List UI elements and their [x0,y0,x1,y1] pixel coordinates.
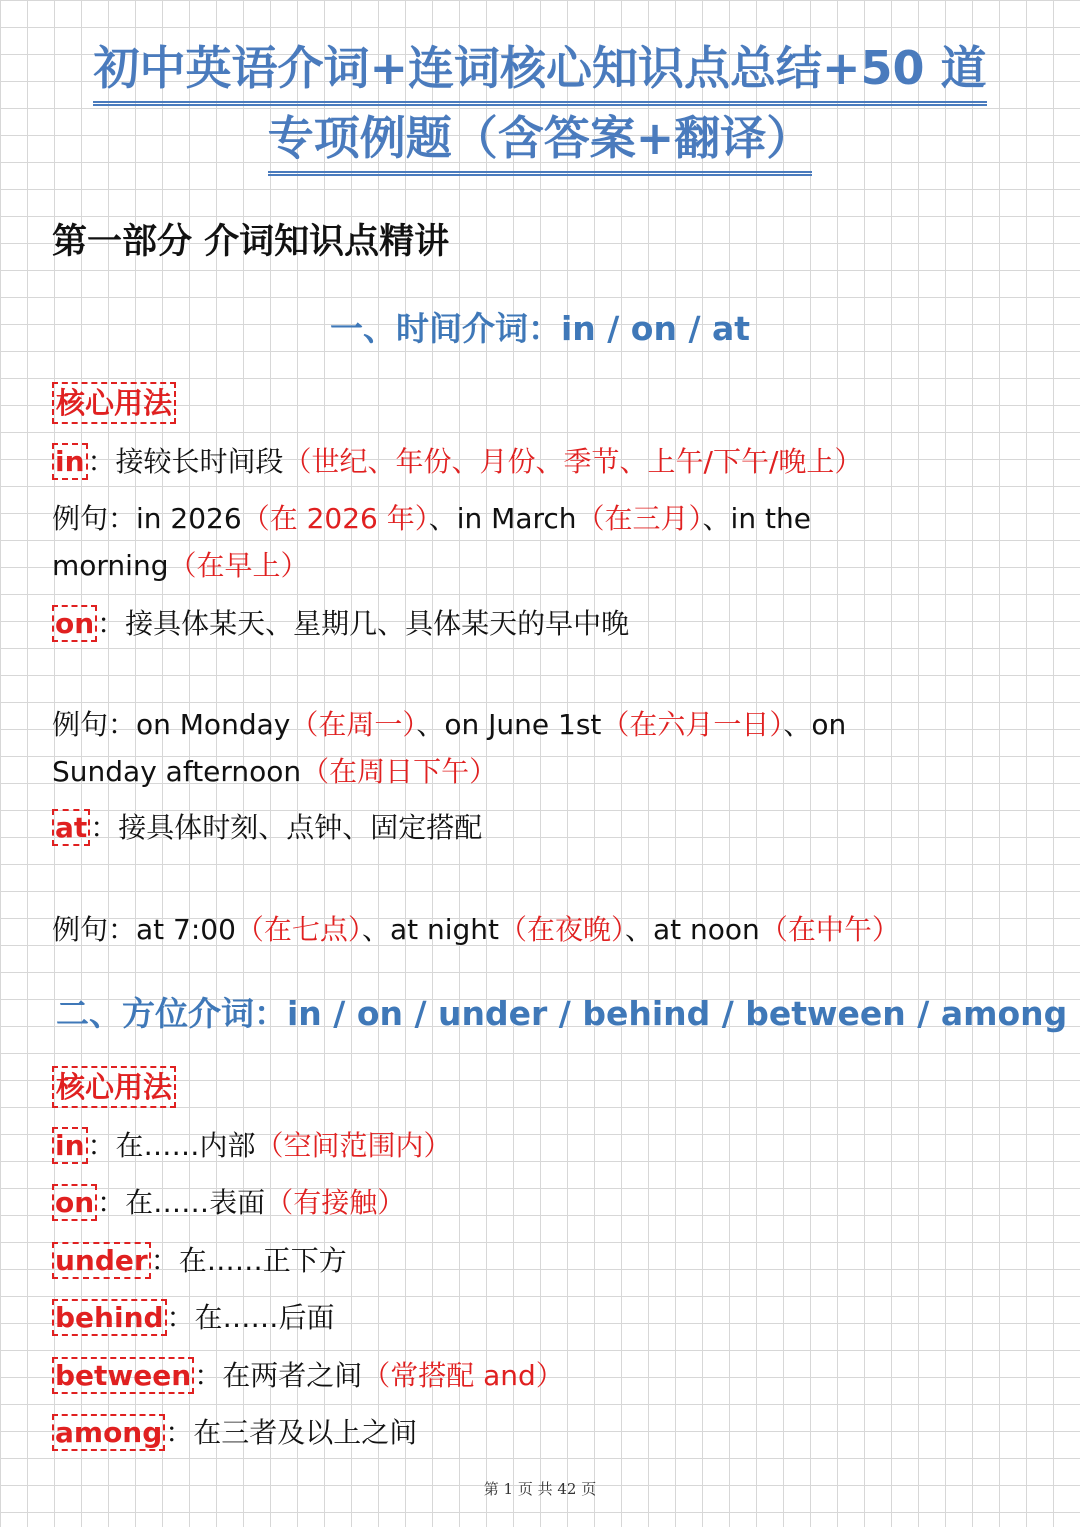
rule-between: between ：在两者之间（常搭配 and） [52,1356,564,1396]
keyword-among: among [52,1414,165,1451]
example-at: 例句：at 7:00（在七点）、at night（在夜晚）、at noon（在中午） [52,913,900,946]
section2-heading: 二、方位介词：in / on / under / behind / between / among [56,994,1068,1033]
rule-among: among ：在三者及以上之间 [52,1413,417,1453]
rule-on-place: on ：在……表面（有接触） [52,1183,405,1223]
page-number: 第 1 页 共 42 页 [483,1480,597,1498]
section2-core-label: 核心用法 [52,1066,176,1108]
rule-on-time: on ：接具体某天、星期几、具体某天的早中晚 [52,604,629,644]
keyword-behind: behind [52,1299,167,1336]
document-title-line2: 专项例题（含答案+翻译） [0,108,1080,176]
section1-heading: 一、时间介词：in / on / at [329,309,751,348]
keyword-under: under [52,1242,151,1279]
example-on-line2: Sunday afternoon（在周日下午） [52,755,498,788]
rule-in-time: in ：接较长时间段（世纪、年份、月份、季节、上午/下午/晚上） [52,442,862,482]
keyword-on: on [52,605,97,642]
part-heading: 第一部分 介词知识点精讲 [52,222,450,262]
keyword-at: at [52,809,90,846]
keyword-on: on [52,1184,97,1221]
example-in-line1: 例句：in 2026（在 2026 年）、in March（在三月）、in the [52,502,811,535]
document-title-line1: 初中英语介词+连词核心知识点总结+50 道 [0,38,1080,106]
keyword-in: in [52,443,88,480]
keyword-in: in [52,1127,88,1164]
rule-under: under ：在……正下方 [52,1241,347,1281]
example-in-line2: morning（在早上） [52,549,309,582]
rule-behind: behind ：在……后面 [52,1298,335,1338]
rule-at-time: at ：接具体时刻、点钟、固定搭配 [52,808,482,848]
rule-in-place: in ：在……内部（空间范围内） [52,1126,452,1166]
keyword-between: between [52,1357,194,1394]
section1-core-label: 核心用法 [52,382,176,424]
example-on-line1: 例句：on Monday（在周一）、on June 1st（在六月一日）、on [52,708,847,741]
